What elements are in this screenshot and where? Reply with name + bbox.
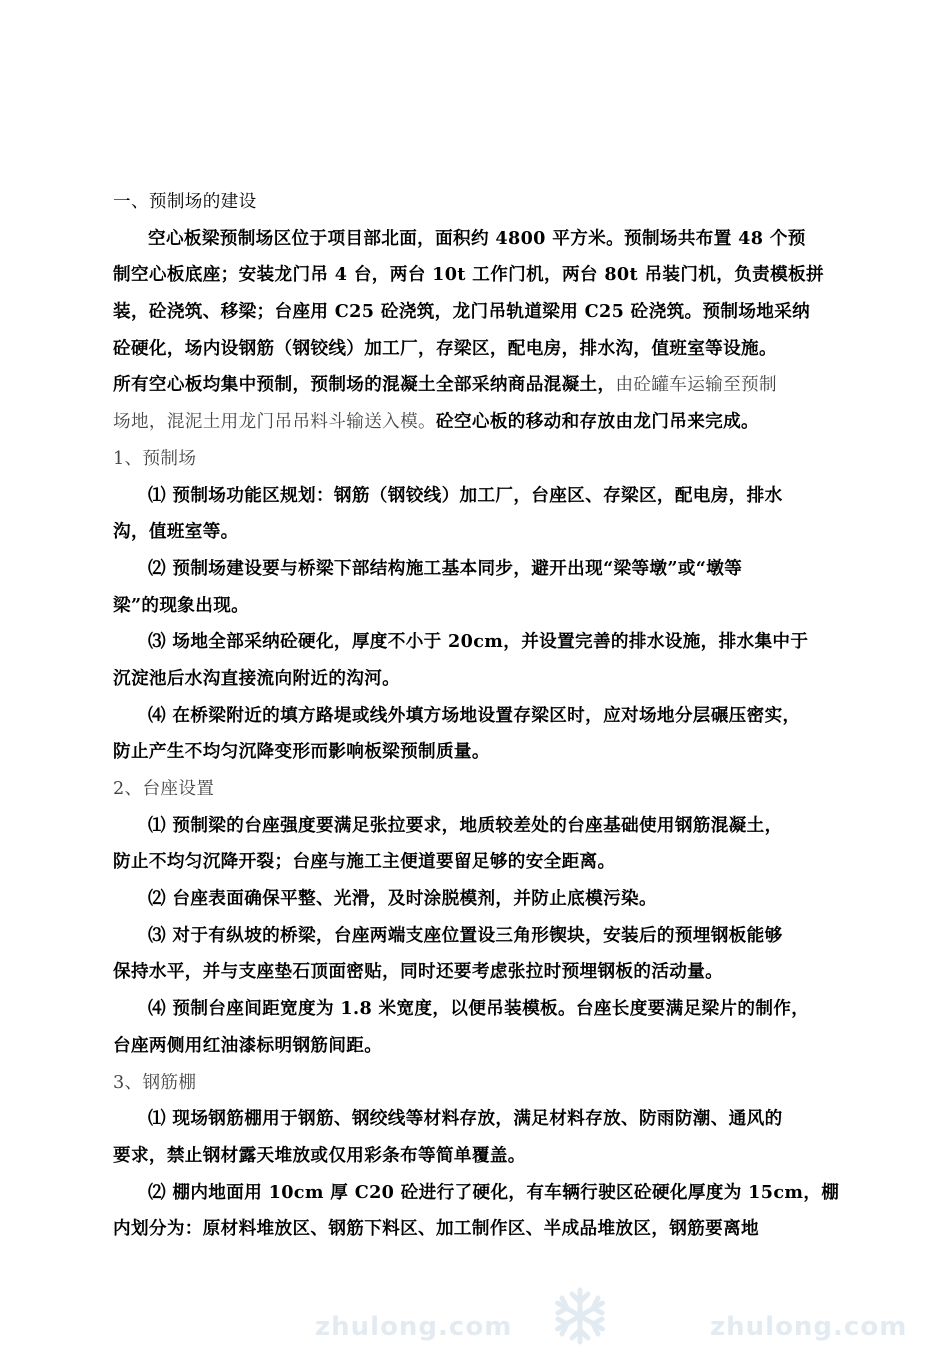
paragraph-line: 沉淀池后水沟直接流向附近的沟河。 [113, 667, 401, 689]
paragraph-line: 装，砼浇筑、移梁；台座用 C25 砼浇筑，龙门吊轨道梁用 C25 砼浇筑。预制场地采纳 [113, 301, 811, 323]
paragraph-line: ⑴ 预制场功能区规划：钢筋（钢铰线）加工厂，台座区、存梁区，配电房，排水 [148, 484, 783, 506]
paragraph-line: ⑷ 在桥梁附近的填方路堤或线外填方场地设置存梁区时，应对场地分层碾压密实， [148, 704, 801, 726]
paragraph-line: 防止产生不均匀沉降变形而影响板梁预制质量。 [113, 741, 490, 763]
paragraph-text: 由砼罐车运输至预制 [615, 375, 777, 396]
paragraph-line: ⑵ 台座表面确保平整、光滑，及时涂脱模剂，并防止底模污染。 [148, 888, 657, 910]
paragraph-line: 梁”的现象出现。 [113, 594, 250, 616]
paragraph-text: 所有空心板均集中预制，预制场的混凝土全部采纳商品混凝土， [113, 374, 616, 396]
paragraph-line: ⑷ 预制台座间距宽度为 1.8 米宽度，以便吊装模板。台座长度要满足梁片的制作， [148, 998, 810, 1020]
paragraph-line: 沟，值班室等。 [113, 521, 239, 543]
subsection-heading: 3、钢筋棚 [113, 1072, 197, 1093]
watermark-text-right: zhulong.com [710, 1312, 908, 1342]
paragraph-line: 空心板梁预制场区位于项目部北面，面积约 4800 平方米。预制场共布置 48 个预 [148, 227, 806, 249]
paragraph-line [113, 367, 841, 404]
paragraph-line: 防止不均匀沉降开裂；台座与施工主便道要留足够的安全距离。 [113, 851, 616, 873]
paragraph-text: 砼空心板的移动和存放由龙门吊来完成。 [436, 411, 759, 433]
document-body [113, 184, 841, 1248]
paragraph-line: ⑴ 预制梁的台座强度要满足张拉要求，地质较差处的台座基础使用钢筋混凝土， [148, 814, 783, 836]
paragraph-line [113, 404, 841, 441]
paragraph-line: 要求，禁止钢材露天堆放或仅用彩条布等简单覆盖。 [113, 1144, 526, 1166]
paragraph-text: 场地，混泥土用龙门吊吊料斗输送入模。 [113, 412, 436, 433]
paragraph-line: 制空心板底座；安装龙门吊 4 台，两台 10t 工作门机，两台 80t 吊装门机，负责模板拼 [113, 264, 824, 286]
subsection-heading: 1、预制场 [113, 448, 197, 469]
paragraph-line: 砼硬化，场内设钢筋（钢铰线）加工厂，存梁区，配电房，排水沟，值班室等设施。 [113, 337, 777, 359]
subsection-heading: 2、台座设置 [113, 779, 215, 799]
watermark-text-left: zhulong.com [315, 1312, 513, 1342]
snowflake-logo-icon [548, 1284, 612, 1348]
paragraph-line: 台座两侧用红油漆标明钢筋间距。 [113, 1034, 383, 1056]
paragraph-line: ⑶ 对于有纵坡的桥梁，台座两端支座位置设三角形锲块，安装后的预埋钢板能够 [148, 924, 783, 946]
paragraph-line: ⑴ 现场钢筋棚用于钢筋、钢绞线等材料存放，满足材料存放、防雨防潮、通风的 [148, 1108, 783, 1130]
paragraph-line: ⑵ 棚内地面用 10cm 厚 C20 砼进行了硬化，有车辆行驶区砼硬化厚度为 15cm，棚 [148, 1181, 840, 1203]
paragraph-line: 保持水平，并与支座垫石顶面密贴，同时还要考虑张拉时预埋钢板的活动量。 [113, 961, 724, 983]
paragraph-line: ⑶ 场地全部采纳砼硬化，厚度不小于 20cm，并设置完善的排水设施，排水集中于 [148, 631, 809, 653]
paragraph-line: ⑵ 预制场建设要与桥梁下部结构施工基本同步，避开出现“梁等墩”或“墩等 [148, 557, 743, 579]
paragraph-line: 内划分为：原材料堆放区、钢筋下料区、加工制作区、半成品堆放区，钢筋要离地 [113, 1218, 759, 1240]
section-heading: 一、预制场的建设 [113, 192, 257, 212]
